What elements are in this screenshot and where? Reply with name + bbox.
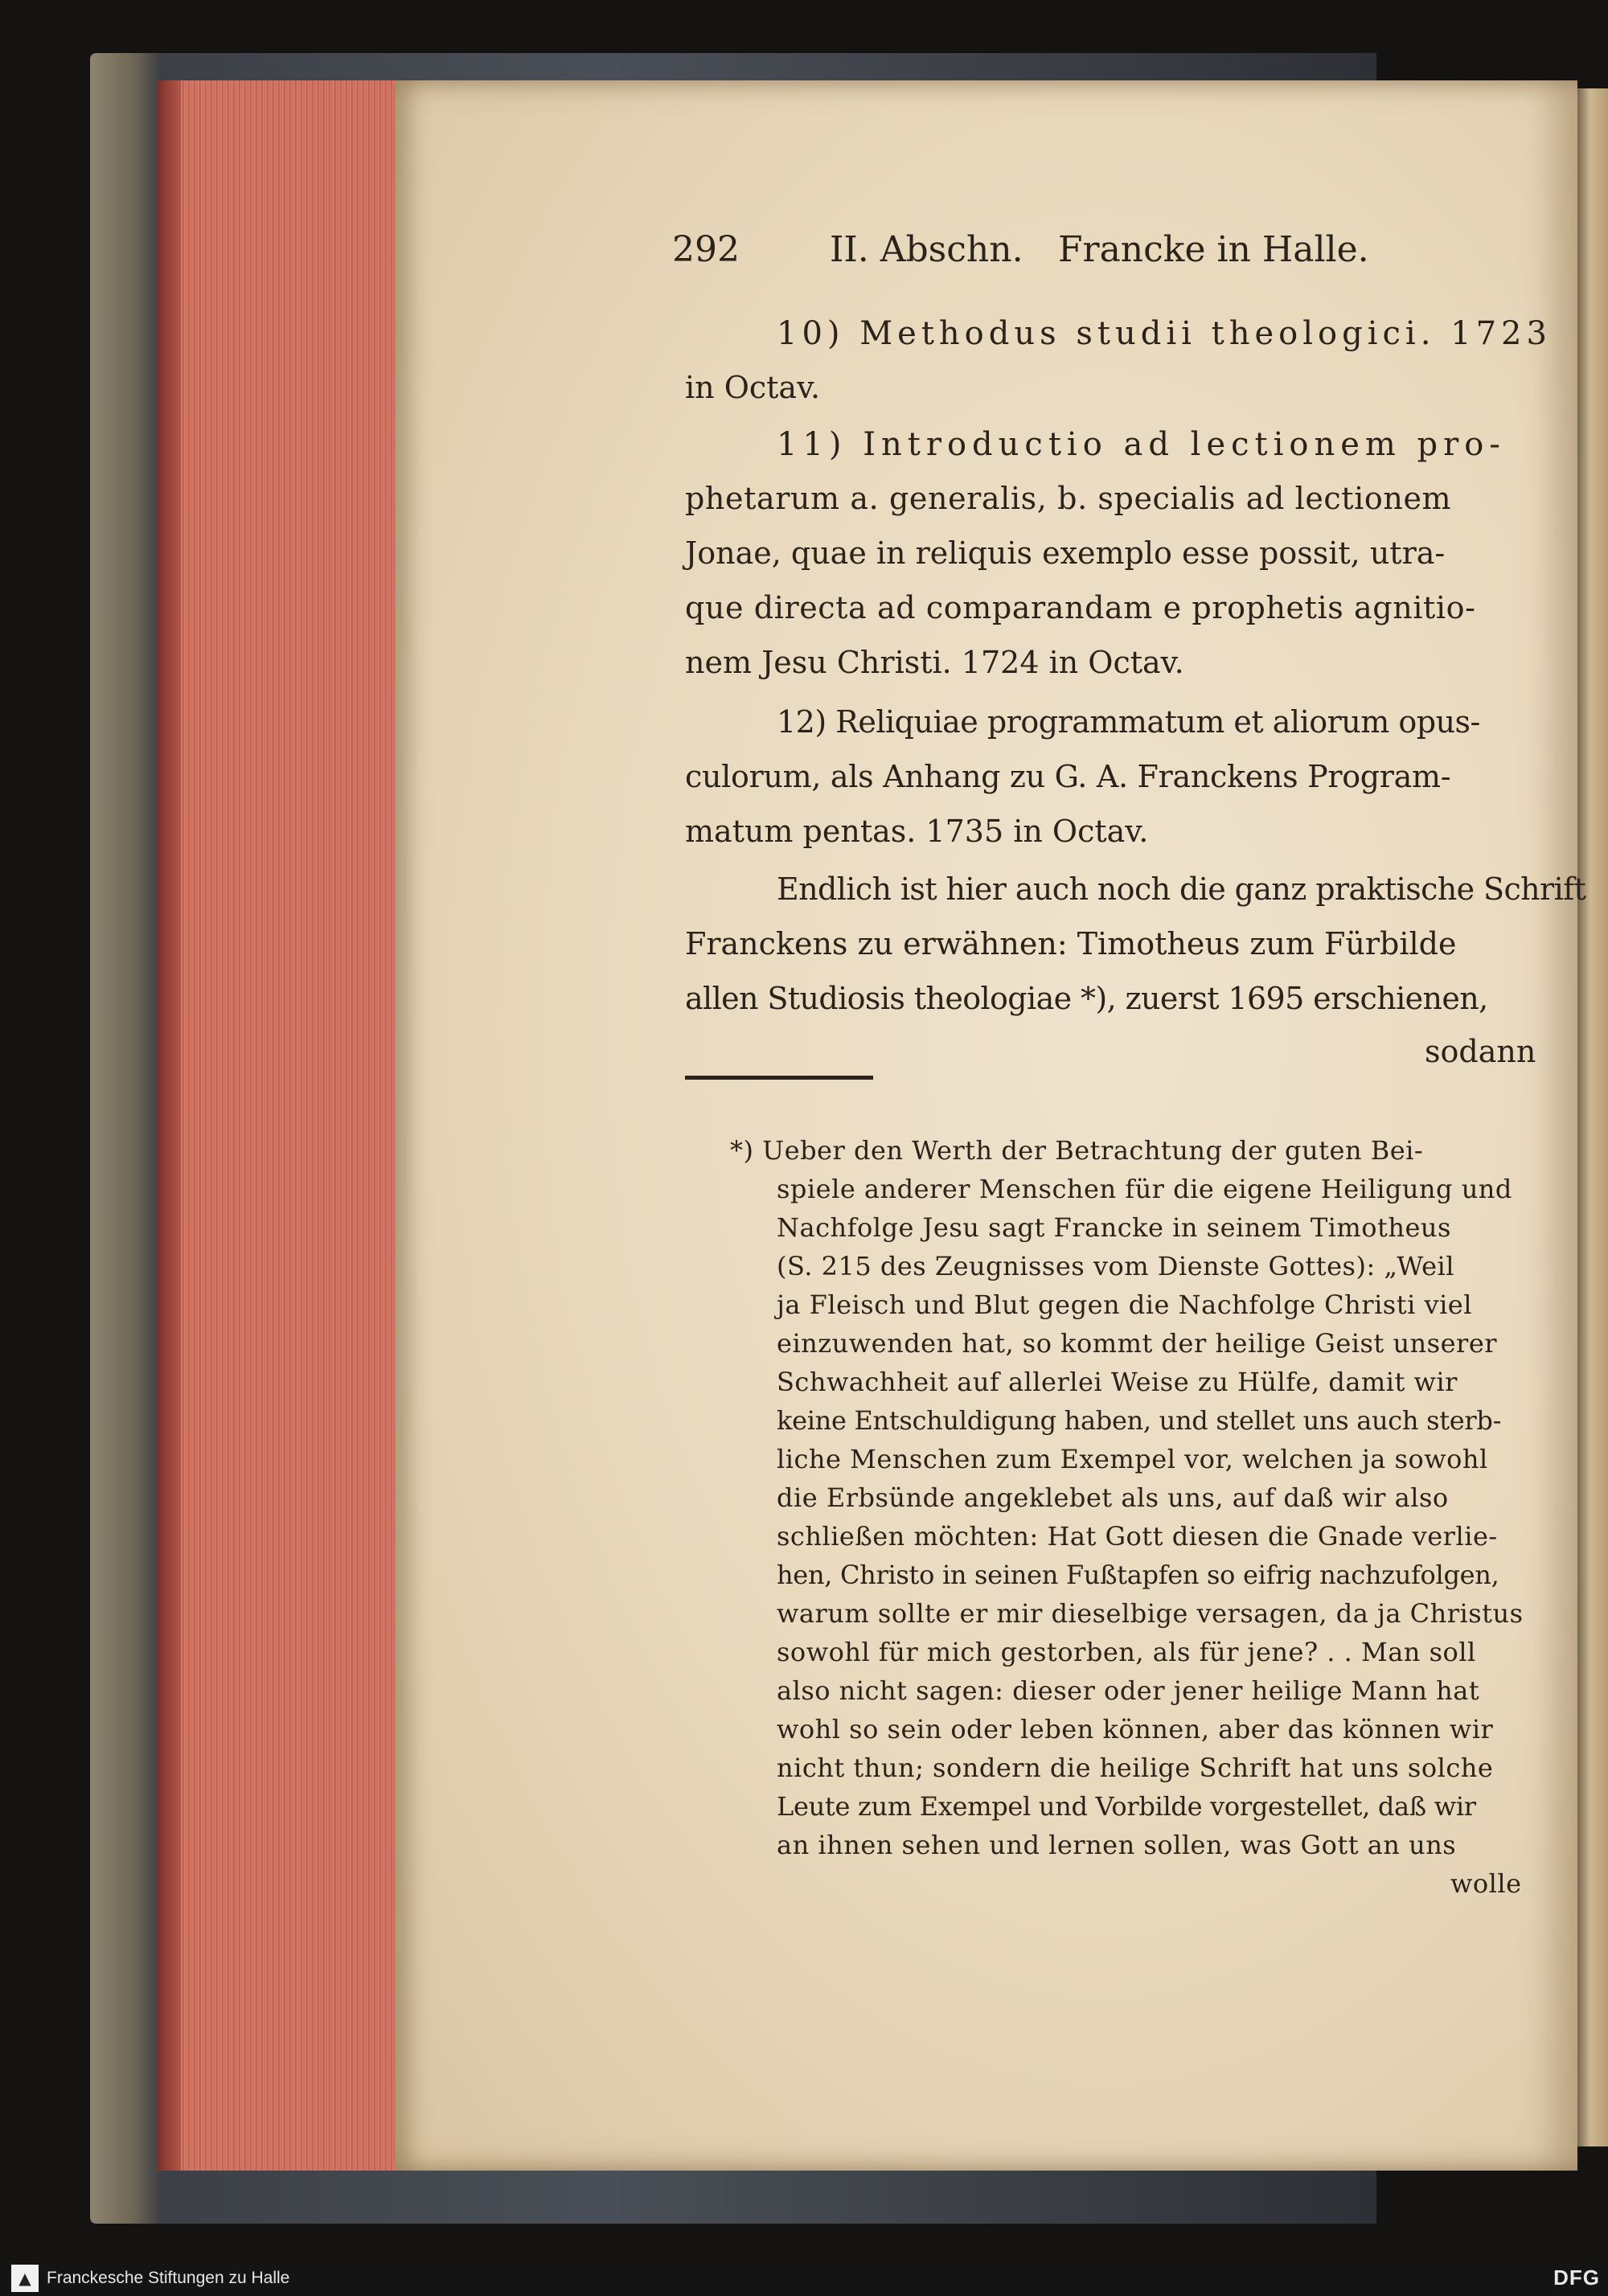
body-line: nem Jesu Christi. 1724 in Octav. [685,645,1184,680]
page-number: 292 [672,229,740,270]
body-line: 10) Methodus studii theologici. 1723 [777,315,1552,352]
section-heading: II. Abschn. [830,229,1023,270]
footnote-line: sowohl für mich gestorben, als für jene? . . Man soll [777,1637,1476,1667]
body-line: que directa ad comparandam e prophetis agnitio- [685,590,1476,625]
institution-name: Franckesche Stiftungen zu Halle [47,2269,290,2287]
footer-bar [0,2261,1608,2296]
footnote-catchword: wolle [1450,1868,1522,1899]
footnote-line: einzuwenden hat, so kommt der heilige Geist unserer [777,1328,1498,1359]
footnote-line: an ihnen sehen und lernen sollen, was Gott an uns [777,1830,1457,1860]
footnote-line: (S. 215 des Zeugnisses vom Dienste Gottes): „Weil [777,1251,1455,1281]
footnote-line: die Erbsünde angeklebet als uns, auf daß wir also [777,1482,1449,1513]
footnote-line: spiele anderer Menschen für die eigene Heiligung und [777,1174,1512,1204]
body-line: Jonae, quae in reliquis exemplo esse possit, utra- [685,535,1446,571]
body-line: 12) Reliquiae programmatum et aliorum opus- [777,704,1480,740]
page-edges-shadow [157,80,181,2171]
footnote-line: keine Entschuldigung haben, und stellet uns auch sterb- [777,1405,1502,1436]
page-edges [157,80,398,2171]
footnote-line: hen, Christo in seinen Fußtapfen so eifrig nachzufolgen, [777,1560,1499,1590]
body-line: in Octav. [685,370,821,405]
dfg-logo: DFG [1553,2265,1600,2290]
footnote-line: also nicht sagen: dieser oder jener heilige Mann hat [777,1675,1480,1706]
body-line: Endlich ist hier auch noch die ganz praktische Schrift [777,871,1586,907]
body-line: allen Studiosis theologiae *), zuerst 1695 erschienen, [685,981,1488,1016]
book-cover-corner [90,53,162,2224]
footnote-line: schließen möchten: Hat Gott diesen die Gnade verlie- [777,1521,1498,1552]
footnote-line: warum sollte er mir dieselbige versagen, da ja Christus [777,1598,1524,1629]
facing-page-edge [1573,88,1608,2146]
body-line: Franckens zu erwähnen: Timotheus zum Fürbilde [685,926,1457,961]
footnote-line: wohl so sein oder leben können, aber das können wir [777,1714,1494,1745]
running-title: Francke in Halle. [1058,229,1369,270]
body-line: matum pentas. 1735 in Octav. [685,814,1149,849]
body-line: culorum, als Anhang zu G. A. Franckens Program- [685,759,1451,794]
footnote-line: ja Fleisch und Blut gegen die Nachfolge Christi viel [777,1289,1472,1320]
catchword: sodann [1425,1034,1536,1069]
body-line: phetarum a. generalis, b. specialis ad lectionem [685,481,1452,516]
institution-logo-icon: ▲ [11,2265,39,2292]
footnote-line: Nachfolge Jesu sagt Francke in seinem Timotheus [777,1212,1451,1243]
body-line: 11) Introductio ad lectionem pro- [777,426,1506,463]
footnote-line: liche Menschen zum Exempel vor, welchen ja sowohl [777,1444,1488,1474]
footnote-rule [685,1076,873,1080]
footnote-line: Leute zum Exempel und Vorbilde vorgestellet, daß wir [777,1791,1476,1822]
footnote-line: nicht thun; sondern die heilige Schrift hat uns solche [777,1753,1494,1783]
footnote-line: *) Ueber den Werth der Betrachtung der guten Bei- [730,1135,1424,1166]
footnote-line: Schwachheit auf allerlei Weise zu Hülfe, damit wir [777,1367,1458,1397]
